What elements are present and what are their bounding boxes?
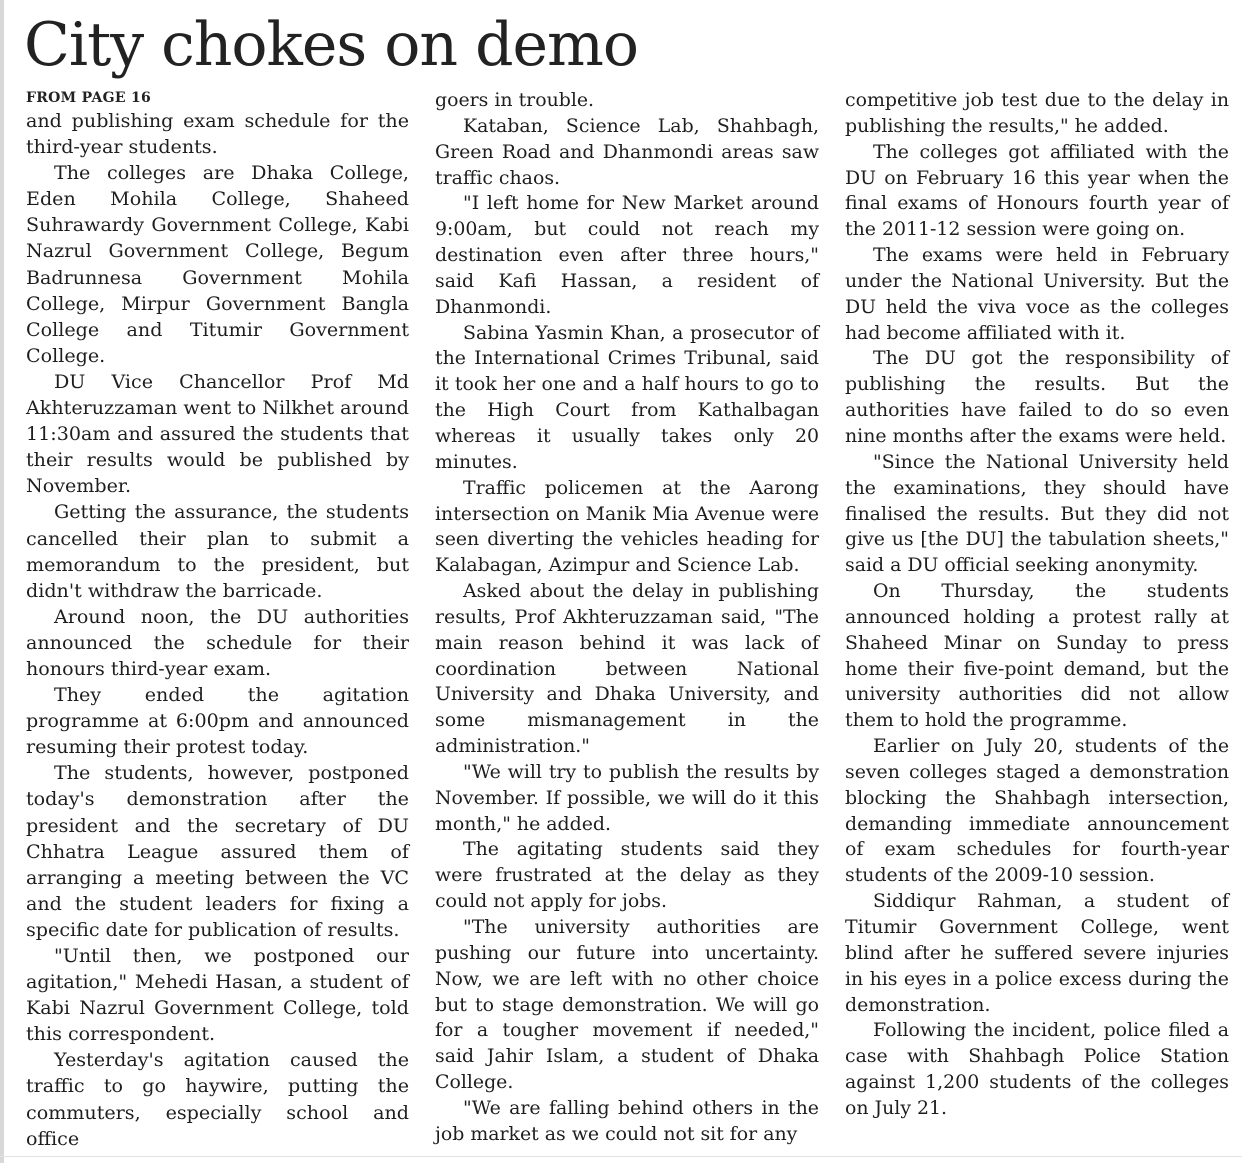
article-column-3 [845,88,1229,1122]
page-edge [0,0,4,1163]
paragraph: "Until then, we postponed our agitation," Mehedi Hasan, a student of Kabi Nazrul Government College, told this correspondent. [26,944,409,1046]
paragraph: The students, however, postponed today's demonstration after the president and the secretary of DU Chhatra League assured them of arranging a meeting between the VC and the student leaders for fixing a specific date for publication of results. [26,761,409,941]
paragraph: The DU got the responsibility of publishing the results. But the authorities have failed to do so even nine months after the exams were held. [845,347,1229,447]
paragraph: The colleges got affiliated with the DU on February 16 this year when the final exams of Honours fourth year of the 2011-12 session were going on. [845,140,1229,241]
paragraph: Siddiqur Rahman, a student of Titumir Government College, went blind after he suffered severe injuries in his eyes in a police excess during the demonstration. [845,890,1229,1016]
headline: City chokes on demo [24,10,639,80]
paragraph: Earlier on July 20, students of the seven colleges staged a demonstration blocking the Shahbagh intersection, demanding immediate announcement of exam schedules for fourth-year students of the 2009-10 session. [845,735,1229,887]
paragraph: The agitating students said they were frustrated at the delay as they could not apply for jobs. [435,838,819,913]
paragraph: "We are falling behind others in the job market as we could not sit for any [435,1096,819,1145]
bottom-rule [0,1156,1242,1157]
paragraph: The exams were held in February under the National University. But the DU held the viva voce as the colleges had become affiliated with it. [845,244,1229,344]
paragraph: Following the incident, police filed a case with Shahbagh Police Station against 1,200 students of the colleges on July 21. [845,1019,1229,1119]
paragraph: Around noon, the DU authorities announced the schedule for their honours third-year exam. [26,604,409,680]
paragraph: On Thursday, the students announced holding a protest rally at Shaheed Minar on Sunday to press home their five-point demand, but the university authorities did not allow them to hold the programme. [845,580,1229,732]
article-column-2 [435,88,819,1148]
paragraph: Traffic policemen at the Aarong intersection on Manik Mia Avenue were seen diverting the vehicles heading for Kalabagan, Azimpur and Science Lab. [435,476,819,577]
paragraph: and publishing exam schedule for the third-year students. [26,109,409,159]
paragraph: "Since the National University held the examinations, they should have finalised the results. But they did not give us [the DU] the tabulation sheets," said a DU official seeking anonymity. [845,450,1229,577]
paragraph: The colleges are Dhaka College, Eden Mohila College, Shaheed Suhrawardy Government College, Kabi Nazrul Government College, Begum Badrunnesa Government Mohila College, Mirpur Government Bangla College and Titumir Government College. [26,161,409,367]
paragraph: competitive job test due to the delay in publishing the results," he added. [845,89,1229,137]
paragraph: Asked about the delay in publishing results, Prof Akhteruzzaman said, "The main reason behind it was lack of coordination between National University and Dhaka University, and some mismanagement in the administration." [435,580,819,758]
paragraph: Kataban, Science Lab, Shahbagh, Green Road and Dhanmondi areas saw traffic chaos. [435,114,819,189]
paragraph: "We will try to publish the results by November. If possible, we will do it this month," he added. [435,760,819,835]
paragraph: Yesterday's agitation caused the traffic to go haywire, putting the commuters, especially school and office [26,1048,409,1150]
article-column-1 [26,88,409,1152]
paragraph: Sabina Yasmin Khan, a prosecutor of the International Crimes Tribunal, said it took her one and a half hours to go to the High Court from Kathalbagan whereas it usually takes only 20 minutes. [435,321,819,473]
paragraph: DU Vice Chancellor Prof Md Akhteruzzaman went to Nilkhet around 11:30am and assured the students that their results would be published by November. [26,369,409,498]
paragraph: They ended the agitation programme at 6:00pm and announced resuming their protest today. [26,683,409,759]
paragraph: "I left home for New Market around 9:00am, but could not reach my destination even after three hours," said Kafi Hassan, a resident of Dhanmondi. [435,192,819,318]
continuation-kicker: FROM PAGE 16 [26,90,152,106]
paragraph: "The university authorities are pushing our future into uncertainty. Now, we are left with no other choice but to stage demonstration. We will go for a tougher movement if needed," said Jahir Islam, a student of Dhaka College. [435,916,819,1094]
paragraph: goers in trouble. [435,89,595,111]
paragraph: Getting the assurance, the students cancelled their plan to submit a memorandum to the president, but didn't withdraw the barricade. [26,500,409,602]
